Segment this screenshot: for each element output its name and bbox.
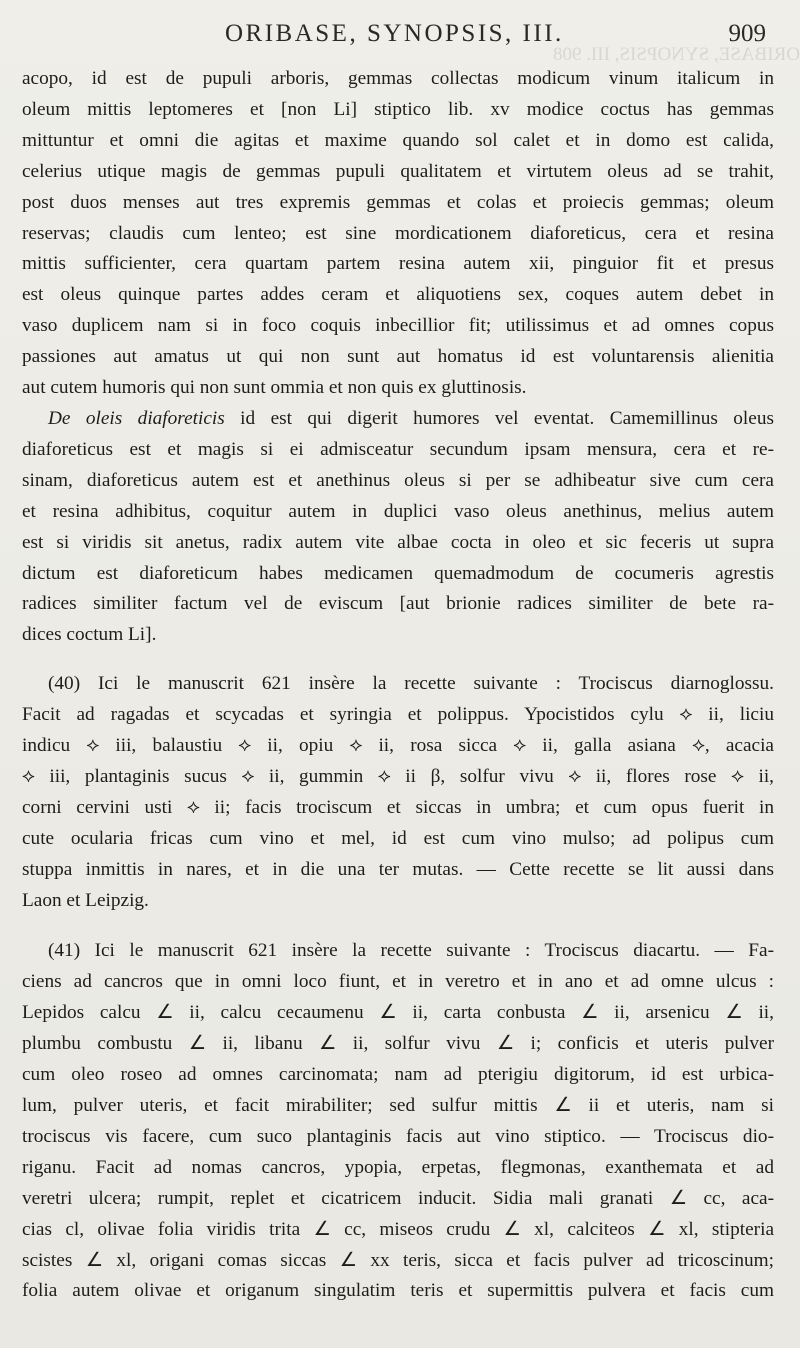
text-line: Facit ad ragadas et scycadas et syringia et polippus. Ypocistidos cylu ⟡ ii, liciu: [22, 704, 774, 726]
text-line: est oleus quinque partes addes ceram et aliquotiens sex, coques autem debet in: [22, 284, 774, 306]
text-line: Lepidos calcu ∠ ii, calcu cecaumenu ∠ ii, carta conbusta ∠ ii, arsenicu ∠ ii,: [22, 1002, 774, 1024]
text-line: reservas; claudis cum lenteo; est sine mordicationem diaforeticus, cera et resina: [22, 222, 774, 244]
text-line: lum, pulver uteris, et facit mirabiliter; sed sulfur mittis ∠ ii et uteris, nam si: [22, 1095, 774, 1116]
text-line: acopo, id est de pupuli arboris, gemmas collectas modicum vinum italicum in: [22, 68, 774, 89]
text-line: mittuntur et omni die agitas et maxime quando sol calet et in domo est calida,: [22, 129, 774, 151]
text-line: (41) Ici le manuscrit 621 insère la recette suivante : Trociscus diacartu. — Fa-: [48, 940, 774, 962]
text-line: stuppa inmittis in nares, et in die una ter mutas. — Cette recette se lit aussi dans: [22, 858, 774, 880]
text-line: post duos menses aut tres expremis gemmas et colas et proiecis gemmas; oleum: [22, 191, 774, 213]
note-41: [22, 936, 774, 1307]
text-line: plumbu combustu ∠ ii, libanu ∠ ii, solfur vivu ∠ i; conficis et uteris pulver: [22, 1033, 774, 1055]
text-line: cum oleo roseo ad omnes carcinomata; nam ad pterigiu digitorum, id est urbica-: [22, 1064, 774, 1086]
section-lead: De oleis diaforeticis: [48, 407, 225, 429]
text-line: et resina adhibitus, coquitur autem in duplici vaso oleus anethinus, melius autem: [22, 500, 774, 522]
paragraph-oleum-pupuli: [22, 64, 774, 404]
text-line: [22, 404, 774, 435]
text-line: aut cutem humoris qui non sunt ommia et non quis ex gluttinosis.: [22, 377, 527, 399]
text-line: cias cl, olivae folia viridis trita ∠ cc, miseos crudu ∠ xl, calciteos ∠ xl, stipteria: [22, 1218, 774, 1240]
text-line: dictum est diaforeticum habes medicamen quemadmodum de cocumeris agrestis: [22, 562, 774, 584]
text-line: sinam, diaforeticus autem est et anethinus oleus si per se adhibeatur sive cum cera: [22, 469, 774, 491]
text-line: cute ocularia fricas cum vino et mel, id est cum vino mulso; ad polipus cum: [22, 827, 774, 849]
text-line: celerius utique magis de gemmas pupuli qualitatem et virtutem oleus ad se trahit,: [22, 160, 774, 182]
page-body: [22, 64, 774, 1307]
text-line: ciens ad cancros que in omni loco fiunt, et in veretro et in ano et ad omne ulcus :: [22, 971, 774, 993]
text-line-tail: id est qui digerit humores vel eventat. Camemillinus oleus: [224, 407, 774, 429]
text-line: trociscus vis facere, cum suco plantaginis facis aut vino stiptico. — Trociscus dio-: [22, 1125, 774, 1147]
text-line: Laon et Leipzig.: [22, 889, 149, 911]
text-line: indicu ⟡ iii, balaustiu ⟡ ii, opiu ⟡ ii, rosa sicca ⟡ ii, galla asiana ⟡, acacia: [22, 735, 774, 757]
text-line: diaforeticus est et magis si ei admisceatur secundum ipsam mensura, cera et re-: [22, 438, 774, 460]
text-line: oleum mittis leptomeres et [non Li] stiptico lib. xv modice coctus has gemmas: [22, 98, 774, 120]
text-line: est si viridis sit anetus, radix autem vite albae cocta in oleo et sic feceris ut supra: [22, 531, 774, 553]
text-line: riganu. Facit ad nomas cancros, ypopia, erpetas, flegmonas, exanthemata et ad: [22, 1156, 774, 1178]
text-line: veretri ulcera; rumpit, replet et cicatricem inducit. Sidia mali granati ∠ cc, aca-: [22, 1187, 774, 1209]
running-title: ORIBASE, SYNOPSIS, III.: [225, 20, 564, 47]
page-header: [0, 20, 800, 54]
text-line: ⟡ iii, plantaginis sucus ⟡ ii, gummin ⟡ ii β, solfur vivu ⟡ ii, flores rose ⟡ ii,: [22, 765, 774, 787]
text-line: folia autem olivae et origanum singulatim teris et supermittis pulvera et facis cum: [22, 1280, 774, 1302]
paragraph-de-oleis-diaforeticis: [22, 404, 774, 651]
page-number: 909: [728, 20, 766, 47]
note-40: [22, 669, 774, 916]
text-line: vaso duplicem nam si in foco coquis inbecillior fit; utilissimus et ad omnes copus: [22, 315, 774, 337]
text-line: (40) Ici le manuscrit 621 insère la recette suivante : Trociscus diarnoglossu.: [48, 673, 774, 695]
text-line: passiones aut amatus ut qui non sunt aut homatus id est voluntarensis alienitia: [22, 346, 774, 368]
text-line: dices coctum Li].: [22, 624, 157, 646]
text-line: radices similiter factum vel de eviscum [aut brionie radices similiter de bete ra-: [22, 593, 774, 615]
text-line: mittis sufficienter, cera quartam partem resina autem xii, pinguior fit et presus: [22, 253, 774, 275]
show-through-text: ORIBASE, SYNOPSIS, III. 908: [552, 44, 800, 65]
text-line: corni cervini usti ⟡ ii; facis trociscum et siccas in umbra; et cum opus fuerit in: [22, 796, 774, 818]
text-line: scistes ∠ xl, origani comas siccas ∠ xx teris, sicca et facis pulver ad tricoscinum;: [22, 1249, 774, 1271]
